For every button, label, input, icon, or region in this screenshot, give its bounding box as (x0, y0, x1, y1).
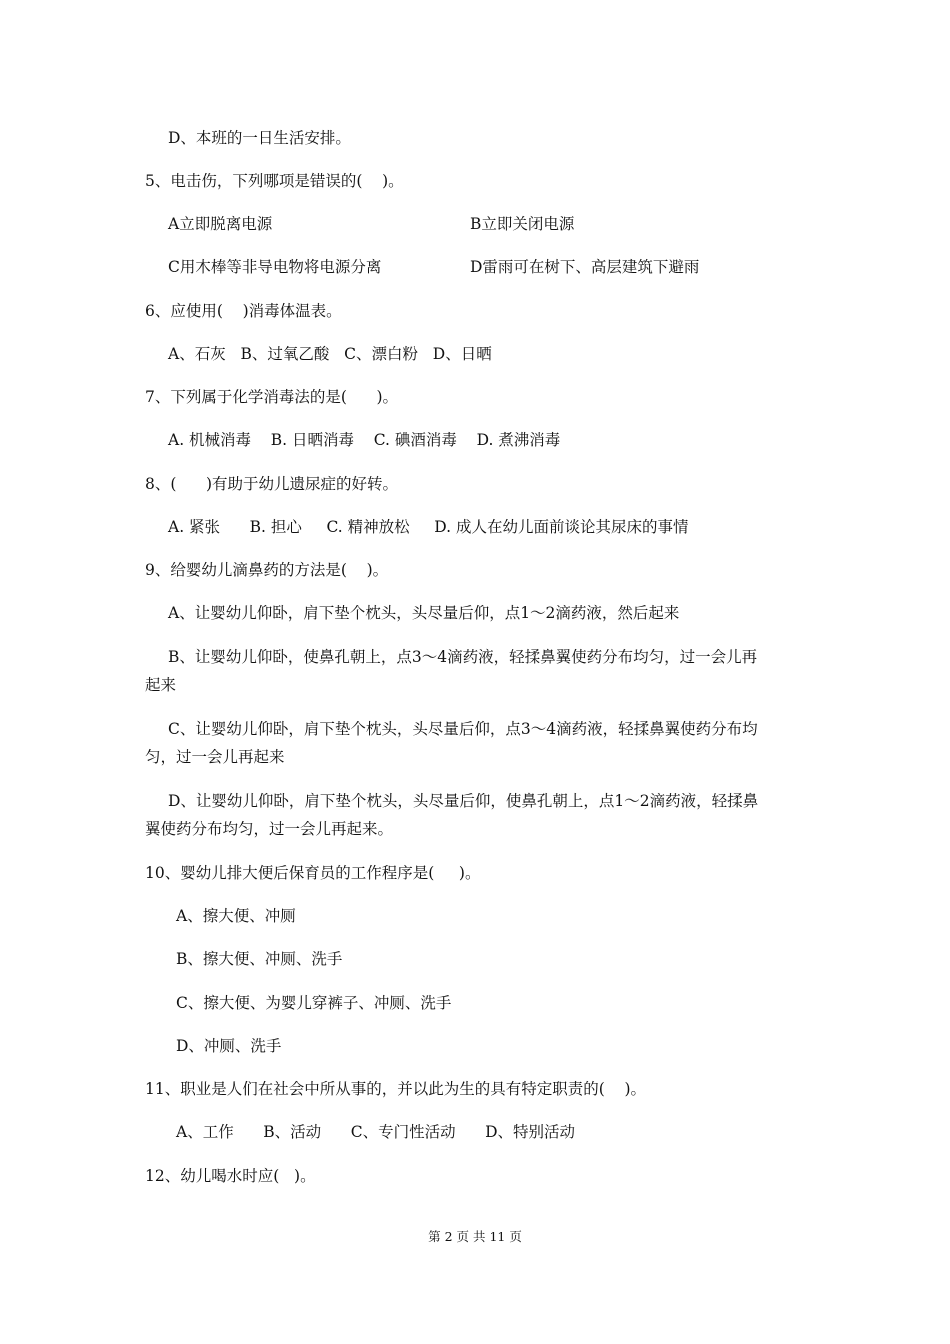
q6-options: A、石灰 B、过氧乙酸 C、漂白粉 D、日晒 (168, 345, 492, 363)
question-8: 8、( )有助于幼儿遗尿症的好转。 (145, 475, 399, 493)
q9-option-d-cont: 翼使药分布均匀，过一会儿再起来。 (145, 820, 394, 838)
q9-option-b-cont: 起来 (145, 676, 177, 694)
q5-option-b: B立即关闭电源 (470, 215, 575, 233)
page-footer: 第 2 页 共 11 页 (428, 1229, 522, 1244)
question-9: 9、给婴幼儿滴鼻药的方法是( )。 (145, 561, 389, 579)
q9-option-c: C、让婴幼儿仰卧，肩下垫个枕头，头尽量后仰，点3～4滴药液，轻揉鼻翼使药分布均 (168, 720, 758, 738)
q9-option-d: D、让婴幼儿仰卧，肩下垫个枕头，头尽量后仰，使鼻孔朝上，点1～2滴药液，轻揉鼻 (168, 792, 759, 810)
question-12: 12、幼儿喝水时应( )。 (145, 1167, 316, 1185)
q10-option-a: A、擦大便、冲厕 (176, 907, 296, 925)
q5-option-a: A立即脱离电源 (168, 215, 273, 233)
q10-option-d: D、冲厕、洗手 (176, 1037, 282, 1055)
q11-options: A、工作 B、活动 C、专门性活动 D、特别活动 (176, 1123, 576, 1141)
question-10: 10、婴幼儿排大便后保育员的工作程序是( )。 (145, 864, 481, 882)
q9-option-b: B、让婴幼儿仰卧，使鼻孔朝上，点3～4滴药液，轻揉鼻翼使药分布均匀，过一会儿再 (168, 648, 758, 666)
question-5: 5、电击伤，下列哪项是错误的( )。 (145, 172, 404, 190)
q9-option-c-cont: 匀，过一会儿再起来 (145, 748, 285, 766)
question-6: 6、应使用( )消毒体温表。 (145, 302, 342, 320)
q5-option-d: D雷雨可在树下、高层建筑下避雨 (470, 258, 700, 276)
q4-option-d: D、本班的一日生活安排。 (168, 129, 351, 147)
q10-option-c: C、擦大便、为婴儿穿裤子、冲厕、洗手 (176, 994, 452, 1012)
q8-options: A. 紧张 B. 担心 C. 精神放松 D. 成人在幼儿面前谈论其尿床的事情 (168, 518, 689, 536)
question-11: 11、职业是人们在社会中所从事的，并以此为生的具有特定职责的( )。 (145, 1080, 647, 1098)
q7-options: A. 机械消毒 B. 日晒消毒 C. 碘酒消毒 D. 煮沸消毒 (168, 431, 561, 449)
q5-option-c: C用木棒等非导电物将电源分离 (168, 258, 382, 276)
q10-option-b: B、擦大便、冲厕、洗手 (176, 950, 343, 968)
question-7: 7、下列属于化学消毒法的是( )。 (145, 388, 399, 406)
q9-option-a: A、让婴幼儿仰卧，肩下垫个枕头，头尽量后仰，点1～2滴药液，然后起来 (168, 604, 680, 622)
